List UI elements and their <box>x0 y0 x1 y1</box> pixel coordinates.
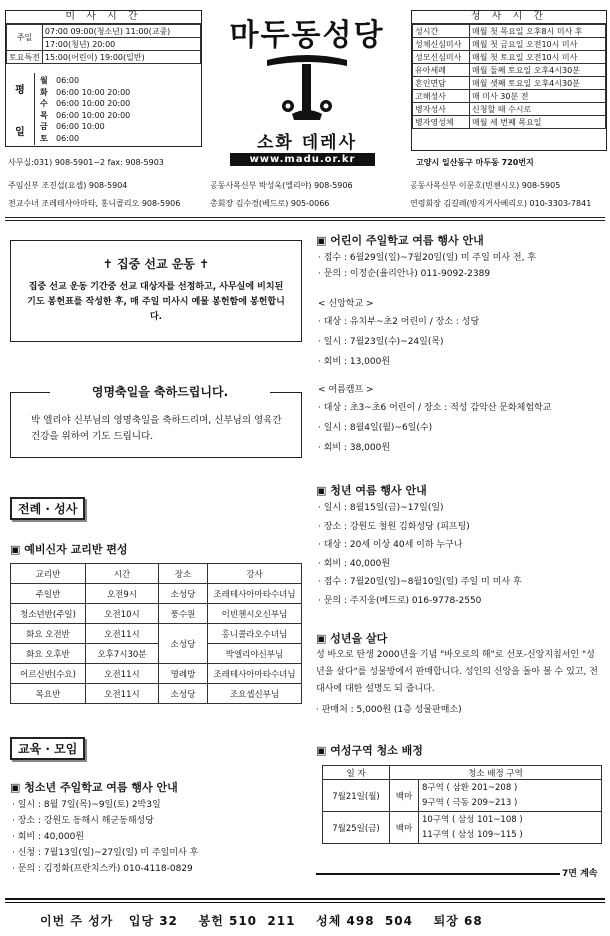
list-item: · 장소 : 강원도 동해시 해군동해성당 <box>12 816 154 826</box>
table-row: 어르신반(수요) 오전11시 명례방 조레테사아마타수녀님 <box>11 664 302 684</box>
weekday-row: 금 06:00 10:00 <box>40 122 105 131</box>
kids-summer-list <box>318 250 551 458</box>
mass-row <box>7 51 201 64</box>
list-item: · 대상 : 초3~초6 어린이 / 장소 : 적성 감악산 문화체험학교 <box>318 403 552 413</box>
contact-assistant-2: 공동사목신부 이문호(빈첸시오) 908-5905 <box>410 181 561 190</box>
list-item: · 일시 : 8월 7일(목)~9일(토) 2박3일 <box>12 800 161 810</box>
list-item: · 회비 : 13,000원 <box>318 357 391 367</box>
education-section-tag: 교육 · 모임 <box>10 737 85 760</box>
mass-row <box>7 25 201 38</box>
list-item: · 접수 : 7월20일(일)~8월10일(일) 주일 미 미사 후 <box>318 577 522 587</box>
list-item: · 접수 : 6월29일(일)~7월20일(일) 미 주일 미사 전, 후 <box>318 253 536 263</box>
mass-times-title: 미 사 시 간 <box>6 11 201 24</box>
weekday-label: 일 <box>15 127 25 138</box>
contact-sisters: 전교수녀 조레테사아마타, 홍니콜리오 908-5906 <box>8 199 181 208</box>
young-adult-title: ▣ 청년 여름 행사 안내 <box>316 484 427 497</box>
box-bullet-icon: ▣ <box>316 484 327 497</box>
office-phone: 사무실:031) 908-5901~2 fax: 908-5903 <box>8 158 164 167</box>
list-item: · 장소 : 강원도 철원 김화성당 (피프팅) <box>318 521 470 532</box>
sacrament-row: 병자영성체 매월 세 번째 목요일 <box>413 116 606 129</box>
footer-rule <box>5 898 605 903</box>
sacrament-times-title: 성 사 시 간 <box>412 11 606 24</box>
mass-day: 주일 <box>7 25 43 51</box>
mission-title-row <box>11 255 301 272</box>
mission-title: 집중 선교 운동 <box>117 257 195 271</box>
continued-rule <box>316 873 560 875</box>
kids-summer-title: ▣ 어린이 주일학교 여름 행사 안내 <box>316 234 484 247</box>
box-bullet-icon: ▣ <box>10 781 21 794</box>
list-item: · 일시 : 7월23일(수)~24일(목) <box>318 337 444 347</box>
list-item: · 문의 : 주지웅(베드로) 016-9778-2550 <box>318 595 482 606</box>
weekday-row: 월 06:00 <box>40 76 80 85</box>
church-subtitle: 소화 데레사 <box>256 133 358 153</box>
sacrament-row: 성모신심미사 매월 첫 토요일 오전10시 미사 <box>413 51 606 64</box>
box-bullet-icon: ▣ <box>10 543 21 556</box>
nameday-title: 영명축일을 축하드립니다. <box>50 383 270 400</box>
list-item: · 문의 : 김정화(프란치스카) 010-4118-0829 <box>12 864 193 874</box>
mass-time: 15:00(어린이) 19:00(일반) <box>42 51 200 64</box>
contact-president: 총회장 김수경(베드로) 905-0066 <box>210 199 330 208</box>
weekday-row: 수 06:00 10:00 20:00 <box>40 99 131 108</box>
liturgy-section-tag: 전례 · 성사 <box>10 497 85 520</box>
table-header-row: 교리반 시간 장소 강사 <box>11 564 302 584</box>
box-bullet-icon: ▣ <box>316 234 327 247</box>
list-item: · 회비 : 38,000원 <box>318 443 391 453</box>
weekday-row: 화 06:00 10:00 20:00 <box>40 87 131 97</box>
sacrament-row: 성체신심미사 매월 첫 금요일 오전10시 미사 <box>413 38 606 51</box>
nameday-box <box>10 392 302 458</box>
hymn-footer: 이번 주 성가 입당 32 봉헌 510 211 성체 498 504 퇴장 68 <box>40 914 483 928</box>
contact-assistant-1: 공동사목신부 박성욱(엘리야) 908-5906 <box>210 181 353 190</box>
sacrament-row: 성시간 매월 첫 목요일 오후8시 미사 후 <box>413 25 606 38</box>
mass-day: 토요특전 <box>7 51 43 64</box>
weekday-label: 평 <box>15 85 25 96</box>
youth-summer-list <box>12 797 198 877</box>
list-item: · 회비 : 40,000원 <box>12 832 85 842</box>
sacrament-table <box>412 24 606 129</box>
bible-text: 성 바오로 탄생 2000년을 기념 "바오로의 해"로 선포-신앙지침서인 "성년을 살다"를 성물방에서 판매합니다. 성인의 신앙을 돌아 볼 수 있고, 전대사에 대한 설명도 되 줍니다. <box>316 650 598 694</box>
catechumen-title-text: 예비신자 교리반 편성 <box>24 543 128 556</box>
list-item: · 대상 : 20세 이상 40세 이하 누구나 <box>318 540 463 550</box>
young-adult-list <box>318 499 522 610</box>
sacrament-row: 고해성사 매 미사 30분 전 <box>413 90 606 103</box>
bible-title: ▣ 성년을 살다 <box>316 632 388 645</box>
church-name: 마두동성당 <box>229 18 385 53</box>
box-bullet-icon: ▣ <box>316 632 327 645</box>
group-title: < 신앙학교 > <box>318 299 374 309</box>
contact-funeral: 연령회장 김길례(방지거사베리오) 010-3303-7841 <box>410 199 592 208</box>
list-item: · 대상 : 유치부~초2 어린이 / 장소 : 성당 <box>318 317 480 327</box>
sacrament-row: 혼인면담 매월 셋째 토요일 오후4시30분 <box>413 77 606 90</box>
website-link[interactable]: www.madu.or.kr <box>230 153 375 166</box>
mass-times-box <box>5 10 202 147</box>
bible-price: · 판매처 : 5,000원 (1층 성물판매소) <box>316 705 462 715</box>
weekday-row: 목 06:00 10:00 20:00 <box>40 110 131 120</box>
list-item: · 문의 : 이정순(율리안나) 011-9092-2389 <box>318 269 491 279</box>
table-row: 주일반 오전9시 소성당 조레테사아마타수녀님 <box>11 584 302 604</box>
cross-icon: ✝ <box>199 257 210 271</box>
table-header-row: 일 자 청소 배정 구역 <box>323 766 602 780</box>
table-row: 청소년반(주일) 오전10시 풍수원 이빈첸시오신부님 <box>11 604 302 624</box>
list-item: · 일시 : 8월15일(금)~17일(일) <box>318 503 444 513</box>
box-bullet-icon: ▣ <box>316 744 327 757</box>
table-row: 7월25일(금) 백마 10구역 ( 삼성 101~108 ) 11구역 ( 삼성 109~115 ) <box>323 812 602 844</box>
sacrament-times-box <box>411 10 607 151</box>
cleaning-table <box>322 765 602 844</box>
mass-time: 17:00(청년) 20:00 <box>42 38 200 51</box>
cross-logo-icon <box>262 46 352 126</box>
catechumen-title <box>10 541 128 557</box>
nameday-text: 박 엘리야 신부님의 영명축일을 축하드리며, 신부님의 영육간 건강을 위하여 기도 드립니다. <box>31 415 282 442</box>
sacrament-row: 유아세례 매월 둘째 토요일 오후4시30분 <box>413 64 606 77</box>
mission-text: 집중 선교 운동 기간중 선교 대상자를 선정하고, 사무실에 비치된 기도 봉헌표를 작성한 후, 매 주일 미사시 예물 봉헌함에 봉헌합니다. <box>27 282 285 322</box>
weekday-list <box>40 75 195 144</box>
youth-summer-title: ▣ 청소년 주일학교 여름 행사 안내 <box>10 781 178 794</box>
list-item: · 신청 : 7월13일(일)~27일(일) 미 주일미사 후 <box>12 848 199 858</box>
church-address: 고양시 일산동구 마두동 720번지 <box>416 158 534 167</box>
mass-time: 07:00 09:00(청소년) 11:00(교중) <box>42 25 200 38</box>
weekday-row: 토 06:00 <box>40 133 80 143</box>
table-row: 7월21일(월) 백마 8구역 ( 삼환 201~208 ) 9구역 ( 극동 209~213 ) <box>323 780 602 812</box>
cross-icon: ✝ <box>102 257 113 271</box>
table-row: 화요 오전반 오전11시 소성당 홍니콜라오수녀님 <box>11 624 302 644</box>
catechumen-table <box>10 563 302 704</box>
sacrament-row: 병자성사 신청할 때 수시로 <box>413 103 606 116</box>
contact-pastor: 주임신부 조진섭(요셉) 908-5904 <box>8 181 128 190</box>
continued-label: 7면 계속 <box>562 869 598 879</box>
mass-times-table <box>6 24 201 64</box>
table-row: 화요 오후반 오후7시30분 박엘리야신부님 <box>11 644 302 664</box>
cleaning-title: ▣ 여성구역 청소 배정 <box>316 744 423 757</box>
weekday-label-cell <box>6 73 35 145</box>
group-title: < 여름캠프 > <box>318 385 374 395</box>
list-item: · 회비 : 40,000원 <box>318 558 391 569</box>
list-item: · 일시 : 8월4일(월)~6일(수) <box>318 423 433 433</box>
mission-box <box>10 240 302 342</box>
header-divider <box>5 217 605 221</box>
table-row: 목요반 오전11시 소성당 조요셉신부님 <box>11 684 302 704</box>
